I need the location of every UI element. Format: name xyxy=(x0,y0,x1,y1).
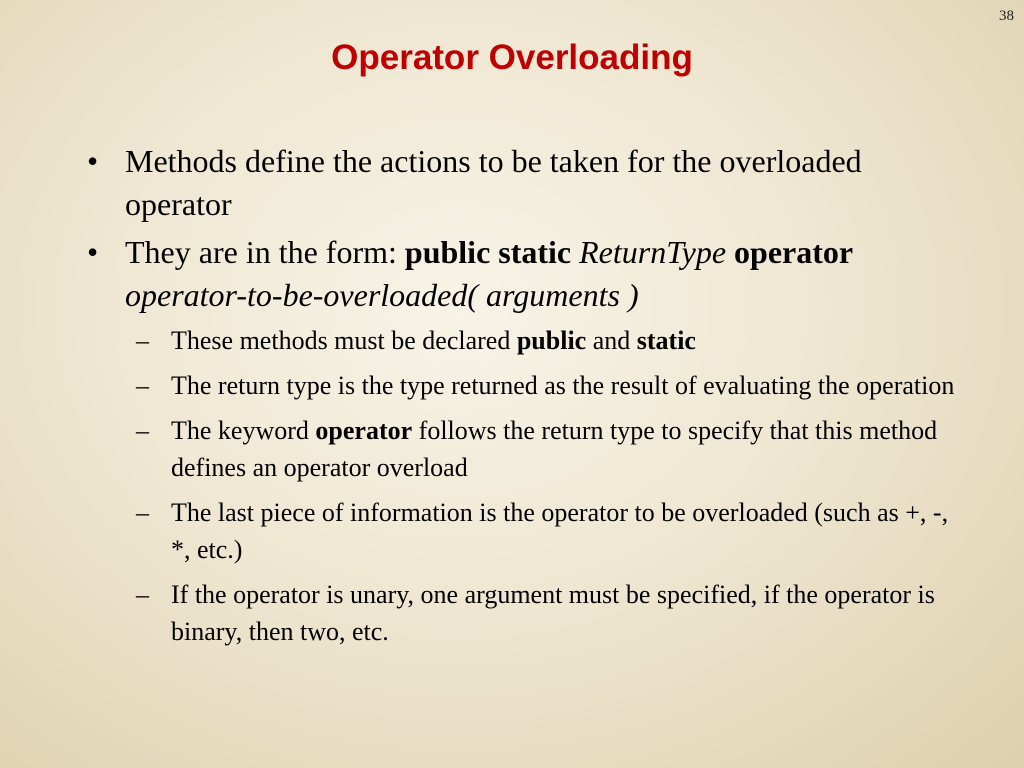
dash-marker: – xyxy=(136,580,149,609)
bullet-item xyxy=(84,231,964,317)
slide-number: 38 xyxy=(999,8,1014,24)
sub-bullet-item xyxy=(84,576,964,650)
bullet-marker: • xyxy=(87,143,99,179)
sub-bullet-item xyxy=(84,367,964,404)
sub-text-suffix: follows the return type to specify that this method defines an operator overload xyxy=(171,416,938,482)
sub-text-prefix: The keyword xyxy=(171,416,316,445)
return-type-text: ReturnType xyxy=(579,234,727,270)
sub-bullet-item xyxy=(84,322,964,359)
bullet-item xyxy=(84,140,964,226)
dash-marker: – xyxy=(136,326,149,355)
slide-title: Operator Overloading xyxy=(331,38,693,77)
keyword-public-static: public static xyxy=(404,234,572,270)
signature-text: operator-to-be-overloaded( arguments ) xyxy=(125,277,639,313)
sub-bullet-item xyxy=(84,494,964,568)
slide-body xyxy=(84,140,964,658)
sub-text-prefix: These methods must be declared xyxy=(171,326,517,355)
sub-text: The return type is the type returned as the result of evaluating the operation xyxy=(171,371,955,400)
sub-text-mid: and xyxy=(586,326,637,355)
dash-marker: – xyxy=(136,371,149,400)
keyword-public: public xyxy=(516,326,587,355)
dash-marker: – xyxy=(136,498,149,527)
bullet-text-prefix: They are in the form: xyxy=(125,234,405,270)
bullet-marker: • xyxy=(87,234,99,270)
keyword-static: static xyxy=(636,326,696,355)
bullet-text: Methods define the actions to be taken for the overloaded operator xyxy=(125,143,862,222)
keyword-operator: operator xyxy=(734,234,854,270)
dash-marker: – xyxy=(136,416,149,445)
sub-bullet-item xyxy=(84,412,964,486)
sub-text: The last piece of information is the operator to be overloaded (such as +, -, *, etc.) xyxy=(171,498,949,564)
keyword-operator: operator xyxy=(315,416,413,445)
sub-text: If the operator is unary, one argument must be specified, if the operator is binary, then two, etc. xyxy=(171,580,935,646)
